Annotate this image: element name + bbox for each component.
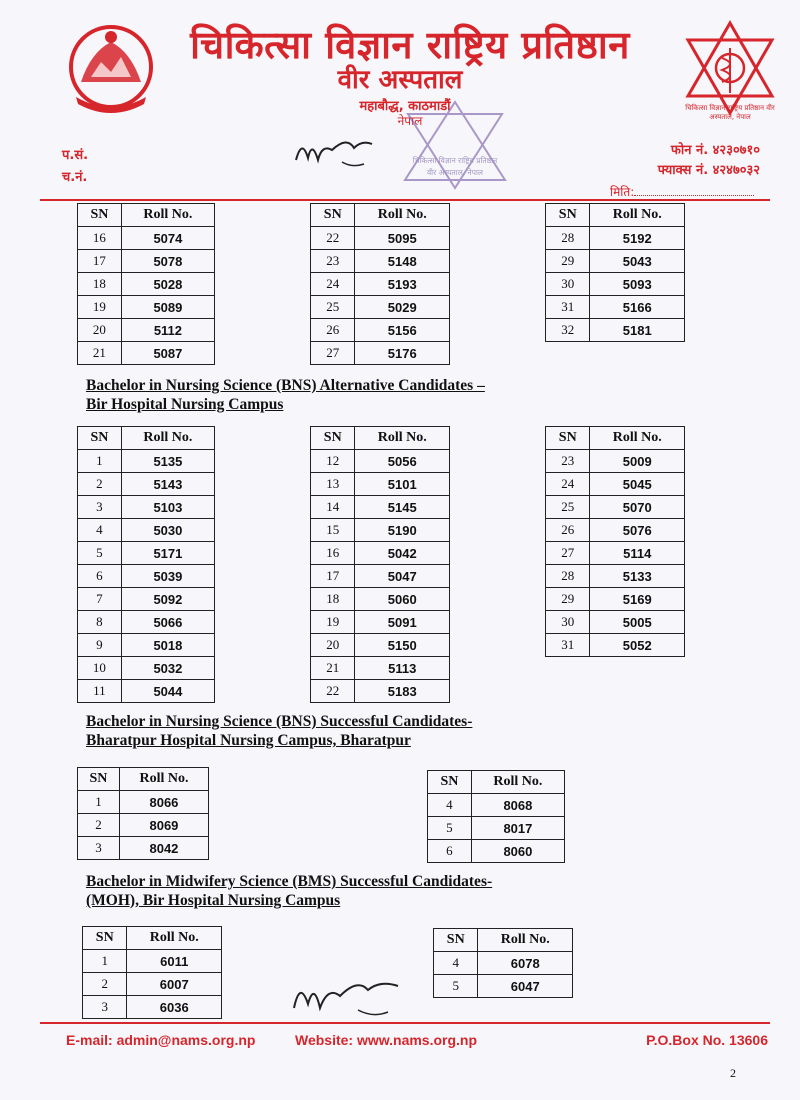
sn-cell: 25 — [546, 496, 590, 519]
table-row — [546, 473, 685, 496]
sn-header: SN — [546, 427, 590, 450]
footer-pobox: P.O.Box No. 13606 — [646, 1032, 768, 1048]
sn-cell: 24 — [546, 473, 590, 496]
roll-no-cell: 5052 — [590, 634, 685, 657]
roll-no-header: Roll No. — [471, 771, 564, 794]
sn-header: SN — [83, 927, 127, 950]
sn-cell: 31 — [546, 296, 590, 319]
dispatch-no-label: च.नं. — [62, 170, 88, 185]
table-row — [546, 250, 685, 273]
sn-cell: 19 — [78, 296, 122, 319]
roll-no-header: Roll No. — [127, 927, 222, 950]
roll-no-cell: 5047 — [355, 565, 450, 588]
sn-cell: 27 — [311, 342, 355, 365]
roll-no-cell: 5043 — [590, 250, 685, 273]
table-header-row — [546, 204, 685, 227]
table-header-row — [434, 929, 573, 952]
roll-no-cell: 5113 — [355, 657, 450, 680]
roll-no-cell: 5166 — [590, 296, 685, 319]
roll-no-header: Roll No. — [121, 427, 214, 450]
roll-no-cell: 5133 — [590, 565, 685, 588]
table-row — [546, 450, 685, 473]
sn-cell: 31 — [546, 634, 590, 657]
section3-heading — [86, 712, 472, 750]
sn-cell: 10 — [78, 657, 122, 680]
page-number: 2 — [730, 1066, 736, 1080]
roll-no-cell: 5156 — [355, 319, 450, 342]
sn-cell: 1 — [78, 450, 122, 473]
table-row — [78, 319, 215, 342]
sn-cell: 19 — [311, 611, 355, 634]
sn-cell: 26 — [546, 519, 590, 542]
table-row — [311, 273, 450, 296]
sn-cell: 16 — [78, 227, 122, 250]
sn-cell: 21 — [311, 657, 355, 680]
sn-cell: 20 — [311, 634, 355, 657]
roll-no-cell: 8066 — [119, 791, 208, 814]
table-header-row — [546, 427, 685, 450]
table-row — [428, 840, 565, 863]
sn-header: SN — [311, 427, 355, 450]
address-line-2: नेपाल — [397, 114, 423, 128]
table-header-row — [428, 771, 565, 794]
table-row — [78, 296, 215, 319]
table-row — [78, 273, 215, 296]
table-row — [311, 657, 450, 680]
table-header-row — [78, 768, 209, 791]
sn-cell: 1 — [78, 791, 120, 814]
roll-no-cell: 5078 — [121, 250, 214, 273]
roll-no-cell: 8060 — [471, 840, 564, 863]
sn-header: SN — [434, 929, 478, 952]
roll-no-header: Roll No. — [355, 427, 450, 450]
roll-no-cell: 5009 — [590, 450, 685, 473]
sn-cell: 16 — [311, 542, 355, 565]
roll-no-header: Roll No. — [478, 929, 573, 952]
table-row — [311, 296, 450, 319]
sn-cell: 22 — [311, 227, 355, 250]
roll-table-s1-2 — [310, 203, 450, 365]
table-row — [546, 496, 685, 519]
sn-cell: 12 — [311, 450, 355, 473]
table-header-row — [311, 427, 450, 450]
sn-cell: 23 — [311, 250, 355, 273]
sn-header: SN — [428, 771, 472, 794]
table-row — [428, 817, 565, 840]
roll-no-header: Roll No. — [590, 427, 685, 450]
sn-cell: 13 — [311, 473, 355, 496]
table-row — [311, 565, 450, 588]
sn-cell: 32 — [546, 319, 590, 342]
sn-cell: 29 — [546, 250, 590, 273]
roll-no-cell: 5045 — [590, 473, 685, 496]
table-row — [434, 952, 573, 975]
table-row — [78, 814, 209, 837]
sn-cell: 17 — [78, 250, 122, 273]
table-row — [311, 450, 450, 473]
sn-cell: 25 — [311, 296, 355, 319]
roll-no-cell: 5056 — [355, 450, 450, 473]
table-row — [78, 342, 215, 365]
sn-cell: 5 — [428, 817, 472, 840]
roll-no-cell: 5181 — [590, 319, 685, 342]
roll-no-cell: 5092 — [121, 588, 214, 611]
roll-no-cell: 8042 — [119, 837, 208, 860]
emblem-text: चिकित्सा विज्ञान राष्ट्रिय प्रतिष्ठान वीर अस्पताल, नेपाल — [685, 104, 775, 121]
sn-cell: 4 — [434, 952, 478, 975]
table-row — [311, 473, 450, 496]
table-row — [78, 657, 215, 680]
sn-cell: 5 — [434, 975, 478, 998]
section3-heading-line1: Bachelor in Nursing Science (BNS) Successful Candidates- — [86, 713, 473, 730]
sn-cell: 6 — [428, 840, 472, 863]
roll-no-cell: 5093 — [590, 273, 685, 296]
sn-cell: 4 — [78, 519, 122, 542]
table-row — [546, 542, 685, 565]
sn-cell: 9 — [78, 634, 122, 657]
table-row — [311, 342, 450, 365]
table-row — [546, 319, 685, 342]
sn-cell: 8 — [78, 611, 122, 634]
roll-no-cell: 5070 — [590, 496, 685, 519]
sn-cell: 7 — [78, 588, 122, 611]
sn-cell: 26 — [311, 319, 355, 342]
table-row — [78, 837, 209, 860]
roll-table-s4-1 — [82, 926, 222, 1019]
roll-no-cell: 5066 — [121, 611, 214, 634]
sn-cell: 15 — [311, 519, 355, 542]
roll-table-s4-2 — [433, 928, 573, 998]
address-line-1: महाबौद्ध, काठमाडौं — [359, 99, 451, 114]
sn-cell: 17 — [311, 565, 355, 588]
table-row — [311, 542, 450, 565]
roll-table-s1-1 — [77, 203, 215, 365]
roll-no-cell: 5076 — [590, 519, 685, 542]
roll-no-cell: 5091 — [355, 611, 450, 634]
nams-emblem-logo — [680, 18, 780, 133]
footer-divider — [40, 1022, 770, 1024]
table-row — [434, 975, 573, 998]
sn-cell: 24 — [311, 273, 355, 296]
table-row — [78, 680, 215, 703]
sn-cell: 6 — [78, 565, 122, 588]
sn-cell: 3 — [78, 837, 120, 860]
sn-cell: 18 — [311, 588, 355, 611]
sn-cell: 5 — [78, 542, 122, 565]
table-row — [546, 565, 685, 588]
sn-header: SN — [78, 204, 122, 227]
sn-cell: 23 — [546, 450, 590, 473]
sn-cell: 2 — [78, 814, 120, 837]
roll-no-cell: 5032 — [121, 657, 214, 680]
roll-no-cell: 5183 — [355, 680, 450, 703]
roll-no-cell: 8017 — [471, 817, 564, 840]
table-row — [78, 611, 215, 634]
sn-cell: 14 — [311, 496, 355, 519]
roll-no-cell: 5103 — [121, 496, 214, 519]
table-row — [311, 680, 450, 703]
sn-cell: 3 — [78, 496, 122, 519]
sn-cell: 4 — [428, 794, 472, 817]
roll-table-s3-2 — [427, 770, 565, 863]
table-row — [546, 273, 685, 296]
hospital-name: वीर अस्पताल — [337, 65, 463, 95]
table-row — [546, 634, 685, 657]
roll-no-header: Roll No. — [355, 204, 450, 227]
sn-cell: 11 — [78, 680, 122, 703]
sn-cell: 28 — [546, 227, 590, 250]
section2-heading-line2: Bir Hospital Nursing Campus — [86, 396, 284, 413]
sn-cell: 29 — [546, 588, 590, 611]
roll-no-cell: 5169 — [590, 588, 685, 611]
roll-no-cell: 5060 — [355, 588, 450, 611]
roll-no-cell: 5112 — [121, 319, 214, 342]
sn-cell: 28 — [546, 565, 590, 588]
table-row — [311, 250, 450, 273]
table-row — [428, 794, 565, 817]
section4-heading — [86, 872, 492, 910]
table-row — [78, 450, 215, 473]
section2-heading-line1: Bachelor in Nursing Science (BNS) Alternative Candidates – — [86, 377, 485, 394]
table-row — [311, 519, 450, 542]
table-header-row — [83, 927, 222, 950]
table-row — [78, 496, 215, 519]
roll-no-header: Roll No. — [119, 768, 208, 791]
roll-no-cell: 5192 — [590, 227, 685, 250]
table-row — [83, 950, 222, 973]
sn-cell: 22 — [311, 680, 355, 703]
roll-no-cell: 6047 — [478, 975, 573, 998]
roll-no-cell: 8069 — [119, 814, 208, 837]
table-row — [78, 588, 215, 611]
sn-cell: 2 — [83, 973, 127, 996]
roll-no-cell: 5190 — [355, 519, 450, 542]
signature-bottom — [288, 968, 418, 1023]
sn-cell: 30 — [546, 273, 590, 296]
roll-table-s2-3 — [545, 426, 685, 657]
roll-no-cell: 5114 — [590, 542, 685, 565]
section4-heading-line2: (MOH), Bir Hospital Nursing Campus — [86, 892, 341, 909]
institution-title: चिकित्सा विज्ञान राष्ट्रिय प्रतिष्ठान — [190, 23, 630, 67]
sn-cell: 3 — [83, 996, 127, 1019]
table-row — [546, 296, 685, 319]
roll-no-cell: 5029 — [355, 296, 450, 319]
section3-heading-line2: Bharatpur Hospital Nursing Campus, Bharatpur — [86, 732, 411, 749]
sn-cell: 18 — [78, 273, 122, 296]
roll-no-cell: 5042 — [355, 542, 450, 565]
table-row — [83, 973, 222, 996]
table-row — [78, 565, 215, 588]
roll-no-cell: 6007 — [127, 973, 222, 996]
table-row — [546, 519, 685, 542]
table-header-row — [78, 204, 215, 227]
seal-subtext: वीर अस्पताल, नेपाल — [427, 168, 483, 177]
roll-no-header: Roll No. — [121, 204, 214, 227]
roll-no-cell: 5135 — [121, 450, 214, 473]
roll-no-cell: 5171 — [121, 542, 214, 565]
phone-number: फोन नं. ४२३०७१० — [670, 143, 760, 158]
table-row — [546, 227, 685, 250]
table-row — [78, 791, 209, 814]
roll-no-cell: 5018 — [121, 634, 214, 657]
sn-cell: 1 — [83, 950, 127, 973]
roll-no-cell: 5101 — [355, 473, 450, 496]
table-header-row — [311, 204, 450, 227]
roll-no-cell: 5143 — [121, 473, 214, 496]
roll-no-cell: 6011 — [127, 950, 222, 973]
sn-cell: 20 — [78, 319, 122, 342]
sn-header: SN — [546, 204, 590, 227]
section2-heading — [86, 376, 485, 414]
roll-table-s2-1 — [77, 426, 215, 703]
roll-table-s3-1 — [77, 767, 209, 860]
roll-no-cell: 5005 — [590, 611, 685, 634]
table-row — [78, 250, 215, 273]
sn-header: SN — [311, 204, 355, 227]
section4-heading-line1: Bachelor in Midwifery Science (BMS) Successful Candidates- — [86, 873, 493, 890]
ref-no-label: प.सं. — [62, 148, 89, 163]
table-row — [78, 634, 215, 657]
seal-text: चिकित्सा विज्ञान राष्ट्रिय प्रतिष्ठान — [412, 156, 498, 165]
roll-no-cell: 5176 — [355, 342, 450, 365]
header-divider — [40, 199, 770, 201]
table-row — [78, 542, 215, 565]
table-row — [78, 519, 215, 542]
table-row — [311, 227, 450, 250]
roll-no-cell: 5089 — [121, 296, 214, 319]
roll-no-cell: 5087 — [121, 342, 214, 365]
table-row — [311, 319, 450, 342]
sn-header: SN — [78, 768, 120, 791]
table-row — [311, 496, 450, 519]
roll-table-s2-2 — [310, 426, 450, 703]
table-row — [546, 611, 685, 634]
date-label: मिति: — [610, 185, 635, 199]
roll-no-cell: 6036 — [127, 996, 222, 1019]
roll-no-cell: 5028 — [121, 273, 214, 296]
roll-no-cell: 5095 — [355, 227, 450, 250]
roll-no-header: Roll No. — [590, 204, 685, 227]
sn-cell: 21 — [78, 342, 122, 365]
roll-no-cell: 5145 — [355, 496, 450, 519]
sn-cell: 2 — [78, 473, 122, 496]
table-header-row — [78, 427, 215, 450]
sn-cell: 30 — [546, 611, 590, 634]
table-row — [83, 996, 222, 1019]
date-blank — [634, 185, 754, 196]
roll-no-cell: 5044 — [121, 680, 214, 703]
table-row — [311, 588, 450, 611]
roll-no-cell: 5074 — [121, 227, 214, 250]
table-row — [311, 634, 450, 657]
table-row — [546, 588, 685, 611]
table-row — [311, 611, 450, 634]
roll-table-s1-3 — [545, 203, 685, 342]
table-row — [78, 473, 215, 496]
footer-website: Website: www.nams.org.np — [295, 1032, 478, 1048]
roll-no-cell: 5148 — [355, 250, 450, 273]
sn-cell: 27 — [546, 542, 590, 565]
table-row — [78, 227, 215, 250]
roll-no-cell: 8068 — [471, 794, 564, 817]
roll-no-cell: 5193 — [355, 273, 450, 296]
date-field — [610, 183, 754, 200]
roll-no-cell: 5030 — [121, 519, 214, 542]
sn-header: SN — [78, 427, 122, 450]
roll-no-cell: 6078 — [478, 952, 573, 975]
roll-no-cell: 5039 — [121, 565, 214, 588]
official-seal-stamp — [400, 100, 510, 190]
footer-email: E-mail: admin@nams.org.np — [66, 1032, 256, 1048]
nepal-coat-of-arms-logo — [66, 22, 156, 117]
roll-no-cell: 5150 — [355, 634, 450, 657]
fax-number: फ्याक्स नं. ४२४७०३२ — [657, 163, 760, 178]
signature-top — [292, 130, 392, 175]
